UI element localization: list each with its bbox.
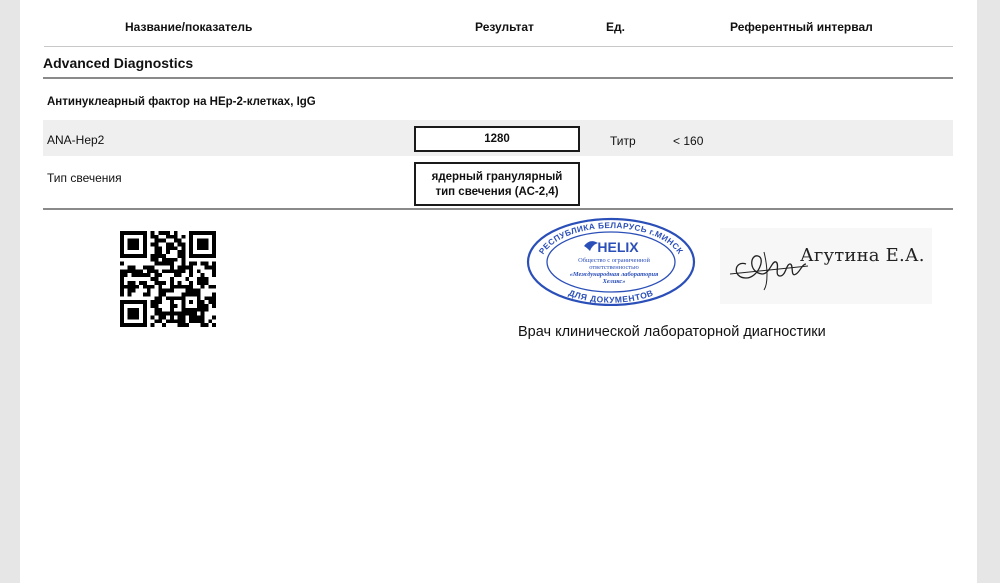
row1-unit: Титр bbox=[610, 134, 636, 148]
test-title: Антинуклеарный фактор на HEp-2-клетках, IgG bbox=[47, 96, 316, 108]
helix-logo-icon bbox=[584, 241, 598, 251]
stamp-line4: Хеликс» bbox=[602, 278, 626, 285]
report-page bbox=[20, 0, 977, 583]
stamp-line3: «Международная лаборатория bbox=[569, 271, 659, 278]
stamp-ring-bottom: ДЛЯ ДОКУМЕНТОВ bbox=[567, 287, 655, 305]
table-bottom-divider bbox=[43, 208, 953, 210]
stamp-seal bbox=[526, 216, 696, 306]
signature-name: Агутина Е.А. bbox=[800, 245, 925, 266]
header-name: Название/показатель bbox=[125, 20, 253, 34]
header-result: Результат bbox=[475, 20, 534, 34]
row1-name: ANA-Hep2 bbox=[47, 133, 105, 147]
stamp-line2: ответственностью bbox=[589, 264, 639, 271]
section-title: Advanced Diagnostics bbox=[43, 55, 194, 71]
qr-code-icon bbox=[120, 231, 216, 327]
doctor-title: Врач клинической лабораторной диагностики bbox=[518, 324, 826, 340]
row2-result-line1: ядерный гранулярный bbox=[431, 171, 563, 183]
header-divider bbox=[44, 46, 953, 47]
stamp-brand: HELIX bbox=[597, 239, 639, 255]
stamp-ring-top: РЕСПУБЛИКА БЕЛАРУСЬ г.МИНСК bbox=[537, 220, 685, 256]
header-unit: Ед. bbox=[606, 20, 625, 34]
stamp-line1: Общество с ограниченной bbox=[578, 257, 650, 264]
header-reference: Референтный интервал bbox=[730, 20, 873, 34]
row2-name: Тип свечения bbox=[47, 171, 122, 185]
row1-result bbox=[414, 126, 580, 152]
row2-result-line2: тип свечения (АС-2,4) bbox=[435, 186, 559, 198]
signature-block bbox=[720, 228, 932, 304]
section-divider bbox=[43, 77, 953, 79]
row1-reference: < 160 bbox=[673, 134, 704, 148]
row1-result-value: 1280 bbox=[484, 133, 510, 145]
row2-result bbox=[414, 162, 580, 206]
